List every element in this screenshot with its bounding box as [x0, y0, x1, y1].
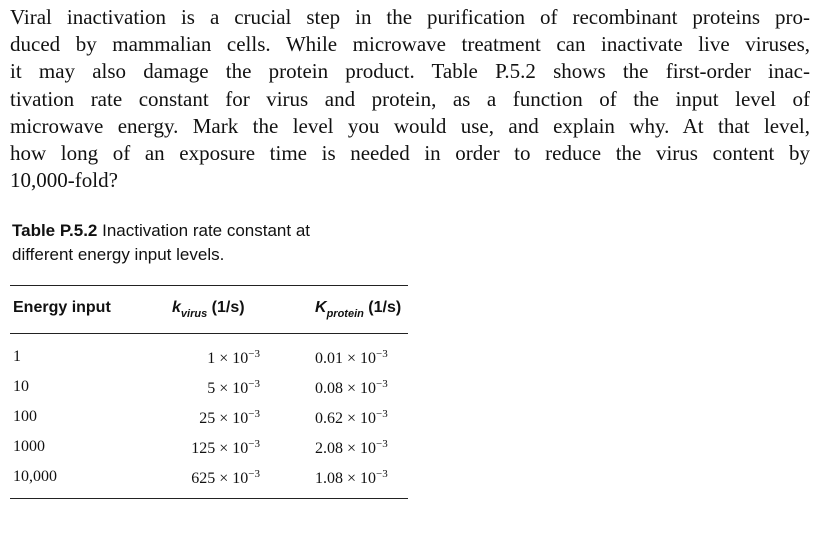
energy-cell: 1: [13, 348, 21, 365]
virus-rate-cell: $1 \times 10^{-3}$: [207, 348, 260, 367]
protein-rate-cell: $2.08 \times 10^{-3}$: [315, 438, 388, 457]
protein-rate-cell: $0.01 \times 10^{-3}$: [315, 348, 388, 367]
question-line: Viral inactivation is a crucial step in the purification of recombinant proteins pro-: [10, 5, 810, 29]
table-bottom-rule: [10, 498, 408, 499]
column-header-virus: $k_{virus}$ (1/s): [172, 299, 245, 320]
table-row: [0, 468, 420, 498]
question-line: 10,000-fold?: [10, 168, 118, 193]
table-caption-text: Inactivation rate constant at: [102, 221, 311, 240]
table-caption-text-line2: different energy input levels.: [12, 245, 225, 264]
column-header-energy: Energy input: [13, 299, 111, 316]
table-row: [0, 408, 420, 438]
question-line: how long of an exposure time is needed in order to reduce the virus content by: [10, 141, 810, 166]
question-line: it may also damage the protein product. Table P.5.2 shows the first-order inac-: [10, 59, 810, 84]
table-top-rule: [10, 285, 408, 286]
energy-cell: 1000: [13, 438, 45, 455]
virus-rate-cell: $5 \times 10^{-3}$: [207, 378, 260, 397]
table-row: [0, 348, 420, 378]
protein-rate-cell: $0.62 \times 10^{-3}$: [315, 408, 388, 427]
question-text: [10, 4, 810, 194]
question-line: tivation rate constant for virus and protein, as a function of the input level of: [10, 86, 810, 111]
virus-rate-cell: $25 \times 10^{-3}$: [199, 408, 260, 427]
energy-cell: 10,000: [13, 468, 57, 485]
energy-cell: 10: [13, 378, 29, 395]
question-line: microwave energy. Mark the level you would use, and explain why. At that level,: [10, 113, 810, 138]
table-caption: [12, 219, 392, 267]
question-line: duced by mammalian cells. While microwave treatment can inactivate live viruses,: [10, 32, 810, 57]
virus-rate-cell: $125 \times 10^{-3}$: [191, 438, 260, 457]
protein-rate-cell: $1.08 \times 10^{-3}$: [315, 468, 388, 487]
virus-rate-cell: $625 \times 10^{-3}$: [191, 468, 260, 487]
energy-cell: 100: [13, 408, 37, 425]
protein-rate-cell: $0.08 \times 10^{-3}$: [315, 378, 388, 397]
table-header-rule: [10, 333, 408, 334]
table-row: [0, 378, 420, 408]
table-caption-label: Table P.5.2: [12, 221, 98, 240]
column-header-protein: $K_{protein}$ (1/s): [315, 299, 402, 320]
table-row: [0, 438, 420, 468]
